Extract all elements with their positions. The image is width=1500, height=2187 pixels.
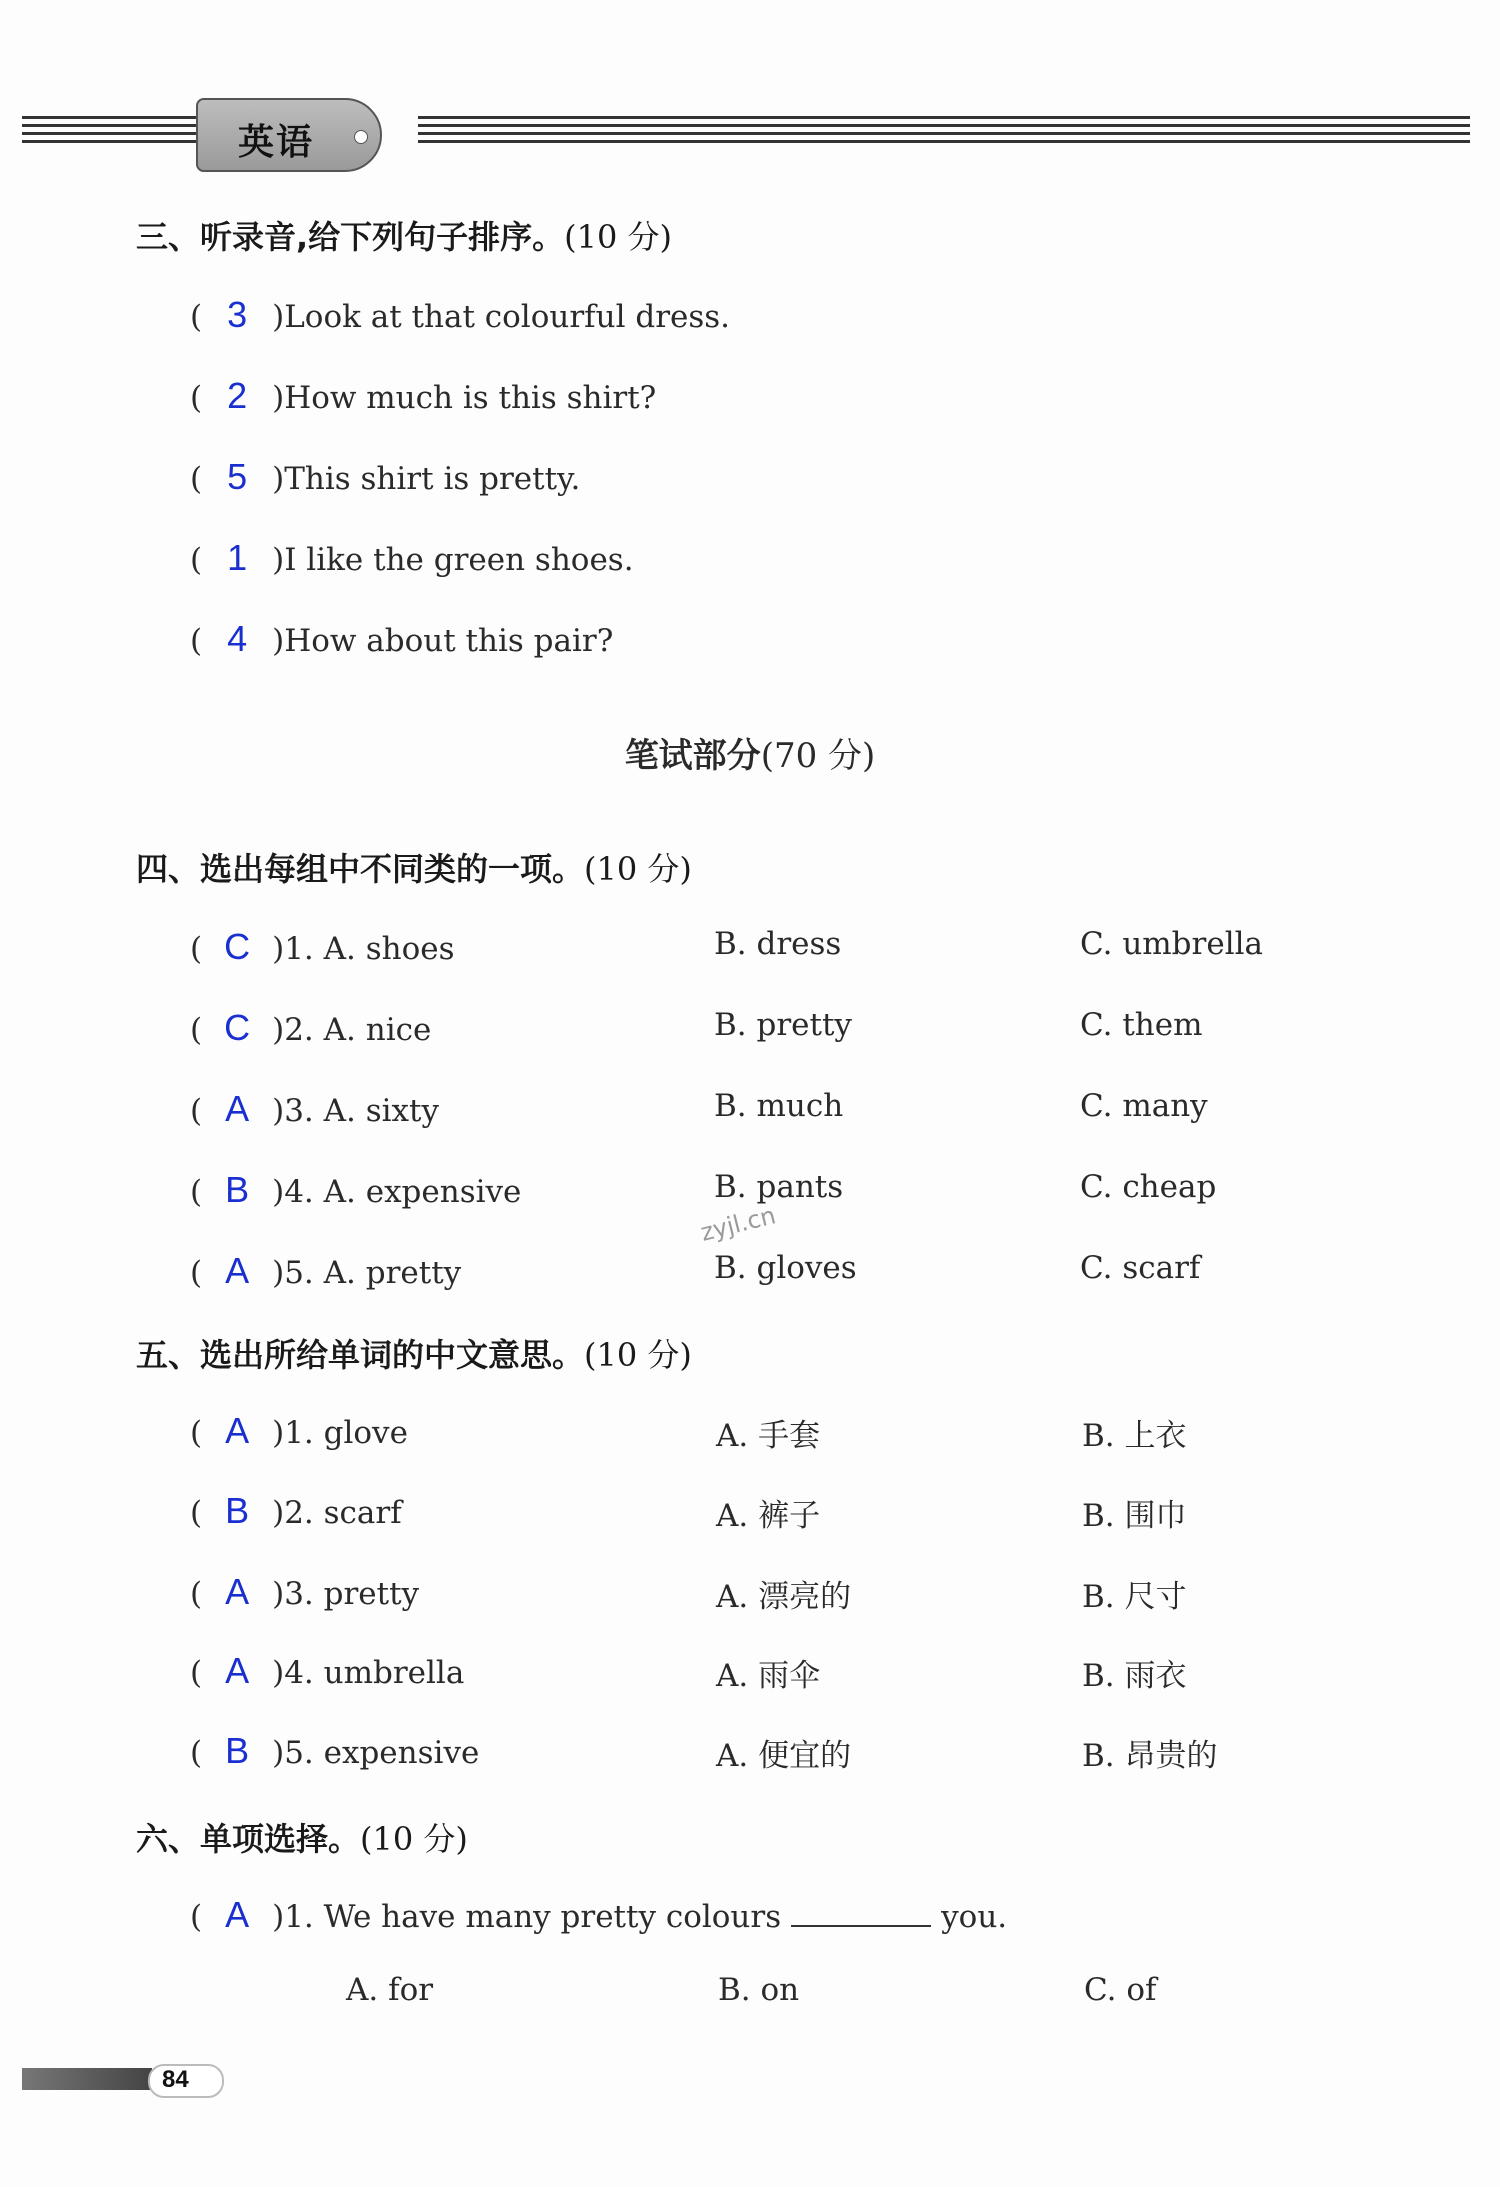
tab-dot-icon (354, 130, 368, 144)
option-a: A. 雨伞 (716, 1658, 821, 1694)
section4-question: ( A )5. A. pretty (190, 1250, 462, 1291)
option-a: )2. A. nice (272, 1012, 432, 1048)
answer-blank (791, 1925, 931, 1927)
section3-title: 三、听录音,给下列句子排序。 (136, 218, 565, 256)
option-a: )5. A. pretty (272, 1255, 462, 1291)
section5-question: ( A )1. glove (190, 1410, 408, 1451)
answer: 3 (227, 294, 248, 335)
option-a: A. 裤子 (716, 1498, 821, 1534)
answer: A (225, 1571, 250, 1612)
word: )4. umbrella (272, 1655, 465, 1691)
section5-question: ( A )4. umbrella (190, 1650, 465, 1691)
section5-question: ( B )5. expensive (190, 1730, 480, 1771)
section5-score: (10 分) (584, 1336, 692, 1374)
section6-score: (10 分) (360, 1820, 468, 1858)
subject-label: 英语 (238, 122, 315, 163)
section3-item: ( 4 )How about this pair? (190, 618, 614, 659)
option-b: B. much (714, 1088, 844, 1124)
sentence: )How much is this shirt? (272, 380, 657, 416)
option-b: B. on (718, 1972, 800, 2008)
option-b: B. dress (714, 926, 842, 962)
option-c: C. scarf (1080, 1250, 1201, 1286)
answer: A (225, 1410, 250, 1451)
answer: A (225, 1250, 250, 1291)
section3-score: (10 分) (564, 218, 673, 256)
option-b: B. 尺寸 (1082, 1579, 1187, 1615)
answer: B (225, 1169, 250, 1210)
option-c: C. umbrella (1080, 926, 1264, 962)
option-b: B. 上衣 (1082, 1418, 1187, 1454)
footer-bar (22, 2068, 152, 2090)
section6-question: ( A )1. We have many pretty colours you. (190, 1894, 1008, 1935)
option-c: C. cheap (1080, 1169, 1217, 1205)
section4-question: ( C )1. A. shoes (190, 926, 455, 967)
sentence: )Look at that colourful dress. (272, 299, 731, 335)
section5-title: 五、选出所给单词的中文意思。 (136, 1336, 585, 1374)
answer: 5 (227, 456, 248, 497)
answer: A (225, 1894, 250, 1935)
option-b: B. 围巾 (1082, 1498, 1187, 1534)
section6-title: 六、单项选择。 (136, 1820, 361, 1858)
section5-question: ( B )2. scarf (190, 1490, 402, 1531)
sentence: )I like the green shoes. (272, 542, 634, 578)
option-b: B. pretty (714, 1007, 852, 1043)
answer: 1 (227, 537, 248, 578)
option-a: A. 便宜的 (716, 1738, 852, 1774)
option-b: B. 雨衣 (1082, 1658, 1187, 1694)
word: )3. pretty (272, 1576, 420, 1612)
option-b: B. gloves (714, 1250, 857, 1286)
section3-heading (136, 212, 672, 258)
answer: B (225, 1490, 250, 1531)
answer: C (224, 1007, 251, 1048)
option-a: A. for (346, 1972, 434, 2008)
sentence: )This shirt is pretty. (272, 461, 581, 497)
watermark: zyjl.cn (697, 1201, 779, 1247)
word: )5. expensive (272, 1735, 480, 1771)
answer: 2 (227, 375, 248, 416)
option-c: C. them (1080, 1007, 1203, 1043)
answer: C (224, 926, 251, 967)
answer: A (225, 1088, 250, 1129)
section4-heading (136, 844, 692, 890)
option-a: )1. A. shoes (272, 931, 455, 967)
option-c: C. of (1084, 1972, 1157, 2008)
section3-item: ( 5 )This shirt is pretty. (190, 456, 581, 497)
section4-question: ( A )3. A. sixty (190, 1088, 440, 1129)
option-c: C. many (1080, 1088, 1208, 1124)
question-text: )1. We have many pretty colours (272, 1899, 782, 1935)
subject-tab (196, 98, 382, 172)
option-a: )3. A. sixty (272, 1093, 440, 1129)
option-b: B. pants (714, 1169, 844, 1205)
answer: B (225, 1730, 250, 1771)
section3-item: ( 1 )I like the green shoes. (190, 537, 634, 578)
section3-item: ( 2 )How much is this shirt? (190, 375, 657, 416)
answer: A (225, 1650, 250, 1691)
written-part-title (0, 728, 1500, 777)
written-part-score: (70 分) (760, 736, 876, 776)
section4-question: ( B )4. A. expensive (190, 1169, 522, 1210)
option-a: A. 漂亮的 (716, 1579, 852, 1615)
section3-item: ( 3 )Look at that colourful dress. (190, 294, 731, 335)
section5-question: ( A )3. pretty (190, 1571, 420, 1612)
section4-question: ( C )2. A. nice (190, 1007, 432, 1048)
sentence: )How about this pair? (272, 623, 614, 659)
header-rule-right (418, 116, 1470, 156)
section6-heading (136, 1814, 468, 1860)
page-number: 84 (162, 2066, 189, 2093)
written-part-label: 笔试部分 (624, 736, 761, 776)
header-rule-left (22, 116, 202, 156)
section4-score: (10 分) (584, 850, 692, 888)
section4-title: 四、选出每组中不同类的一项。 (136, 850, 585, 888)
word: )2. scarf (272, 1495, 402, 1531)
word: )1. glove (272, 1415, 408, 1451)
question-text-end: you. (941, 1899, 1008, 1935)
option-b: B. 昂贵的 (1082, 1738, 1218, 1774)
option-a: A. 手套 (716, 1418, 821, 1454)
answer: 4 (227, 618, 248, 659)
section5-heading (136, 1330, 692, 1376)
option-a: )4. A. expensive (272, 1174, 522, 1210)
